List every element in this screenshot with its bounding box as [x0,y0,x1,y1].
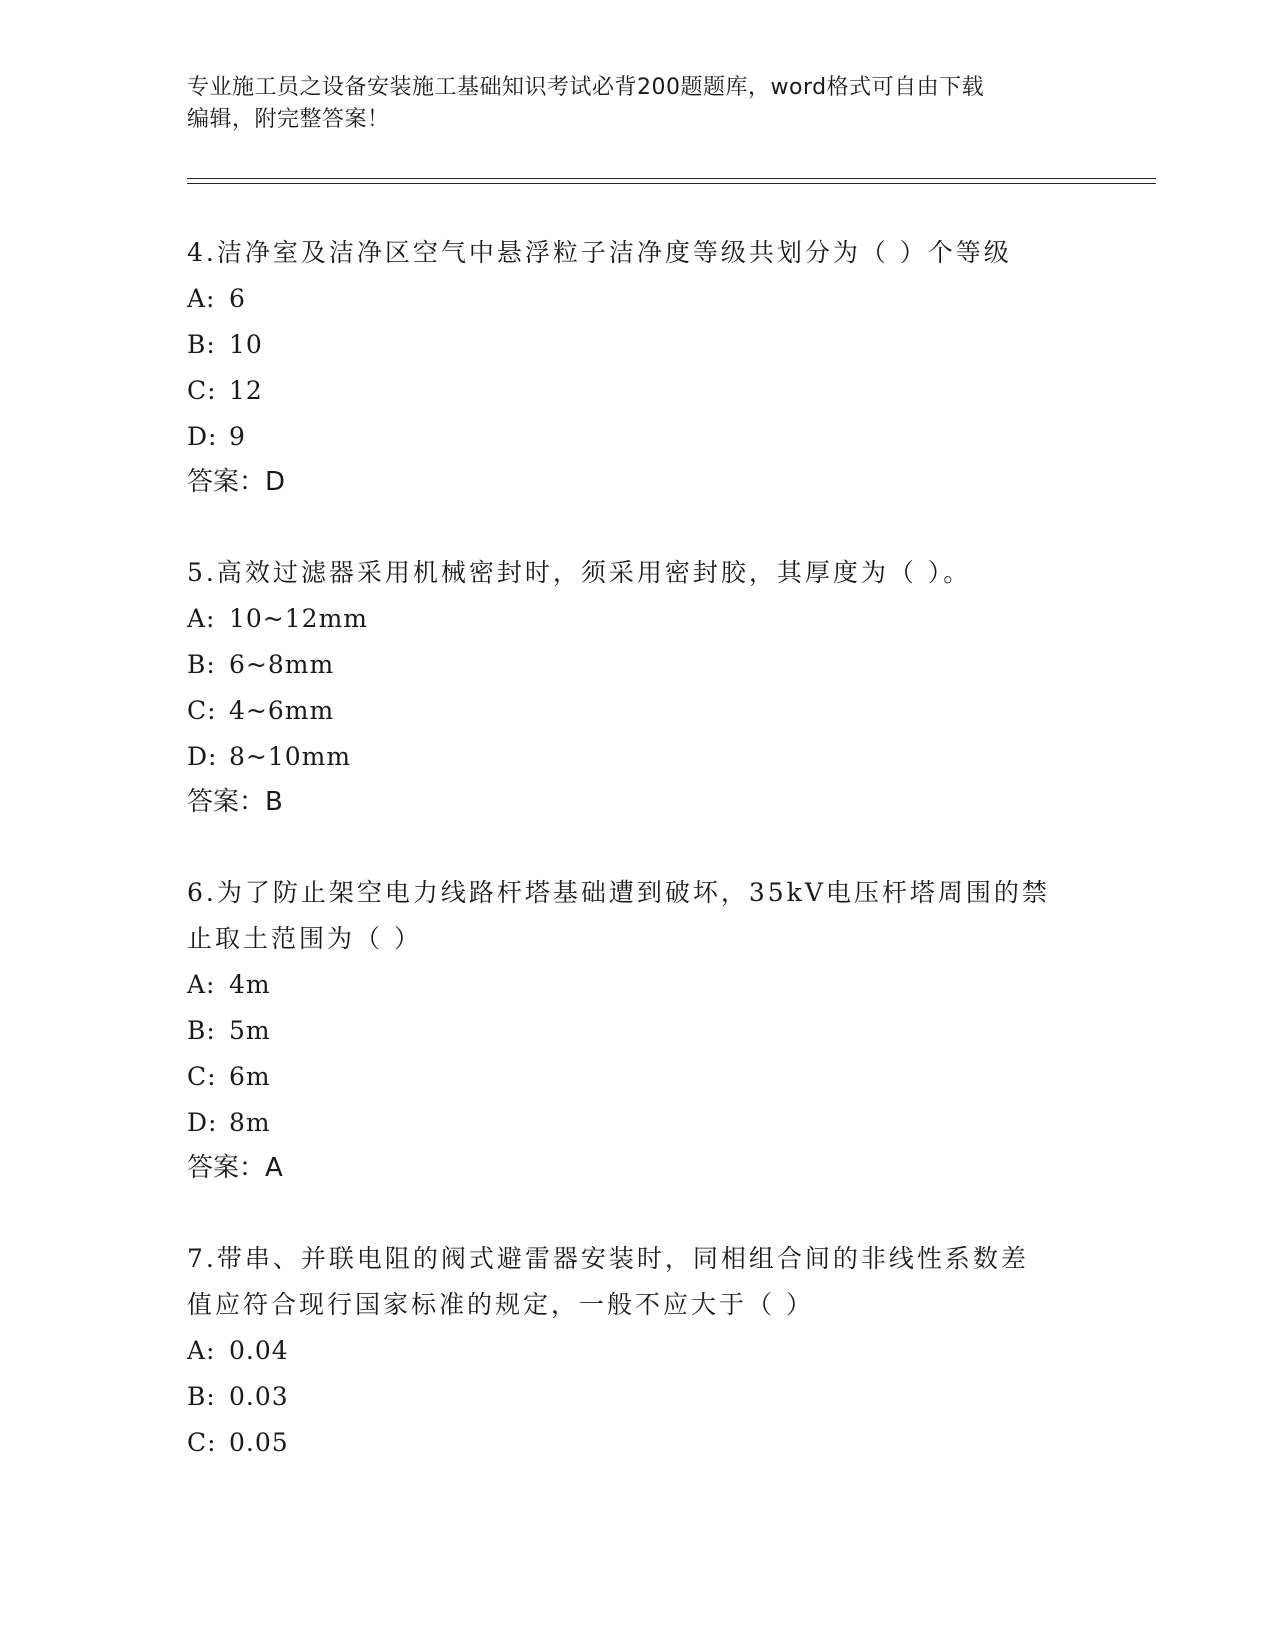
question-stem-continued: 值应符合现行国家标准的规定，一般不应大于（ ） [187,1290,814,1319]
option-label: A: [187,604,216,633]
header-line-1: 专业施工员之设备安装施工基础知识考试必背200题题库，word格式可自由下载 [187,75,985,100]
option-a [187,596,1087,642]
header-divider-bottom [187,183,1156,184]
option-c [187,1054,1087,1100]
option-label: A: [187,970,216,999]
option-text: 6m [229,1062,271,1091]
option-b [187,1374,1087,1420]
option-label: C: [187,376,217,405]
option-text: 6 [229,284,246,313]
option-text: 9 [229,422,246,451]
option-d [187,1100,1087,1146]
question-stem-continued: 止取土范围为（ ） [187,924,422,953]
option-c [187,1420,1087,1466]
question-stem: 5.高效过滤器采用机械密封时，须采用密封胶，其厚度为（ ）。 [187,558,972,587]
option-label: B: [187,330,216,359]
question-6 [187,870,1087,1190]
option-text: 8~10mm [229,742,352,771]
option-a [187,1328,1087,1374]
question-7 [187,1236,1087,1466]
option-label: B: [187,1016,216,1045]
option-text: 10~12mm [229,604,368,633]
option-label: B: [187,650,216,679]
header-divider-top [187,178,1156,179]
option-a [187,276,1087,322]
option-text: 8m [229,1108,271,1137]
option-b [187,1008,1087,1054]
question-stem: 6.为了防止架空电力线路杆塔基础遭到破坏，35kV电压杆塔周围的禁 [187,878,1050,907]
option-label: A: [187,1336,216,1365]
option-text: 4m [229,970,271,999]
option-label: C: [187,696,217,725]
header-line-2: 编辑，附完整答案！ [187,107,390,132]
option-text: 6~8mm [229,650,335,679]
option-label: D: [187,1108,218,1137]
option-text: 10 [229,330,263,359]
option-text: 0.03 [229,1382,289,1411]
option-d [187,734,1087,780]
answer-line: 答案：B [187,787,283,817]
question-stem: 7.带串、并联电阻的阀式避雷器安装时，同相组合间的非线性系数差 [187,1244,1029,1273]
option-label: C: [187,1062,217,1091]
question-stem: 4.洁净室及洁净区空气中悬浮粒子洁净度等级共划分为（ ）个等级 [187,238,1012,267]
option-label: C: [187,1428,217,1457]
option-label: A: [187,284,216,313]
option-text: 12 [229,376,263,405]
option-c [187,368,1087,414]
option-b [187,642,1087,688]
option-a [187,962,1087,1008]
option-label: D: [187,422,218,451]
document-header [187,72,1087,136]
option-c [187,688,1087,734]
option-d [187,414,1087,460]
option-text: 5m [229,1016,271,1045]
option-label: D: [187,742,218,771]
answer-line: 答案：A [187,1153,283,1183]
answer-line: 答案：D [187,467,286,497]
option-b [187,322,1087,368]
question-5 [187,550,1087,824]
option-text: 0.05 [229,1428,289,1457]
option-label: B: [187,1382,216,1411]
option-text: 4~6mm [229,696,335,725]
question-4 [187,230,1087,504]
option-text: 0.04 [229,1336,289,1365]
